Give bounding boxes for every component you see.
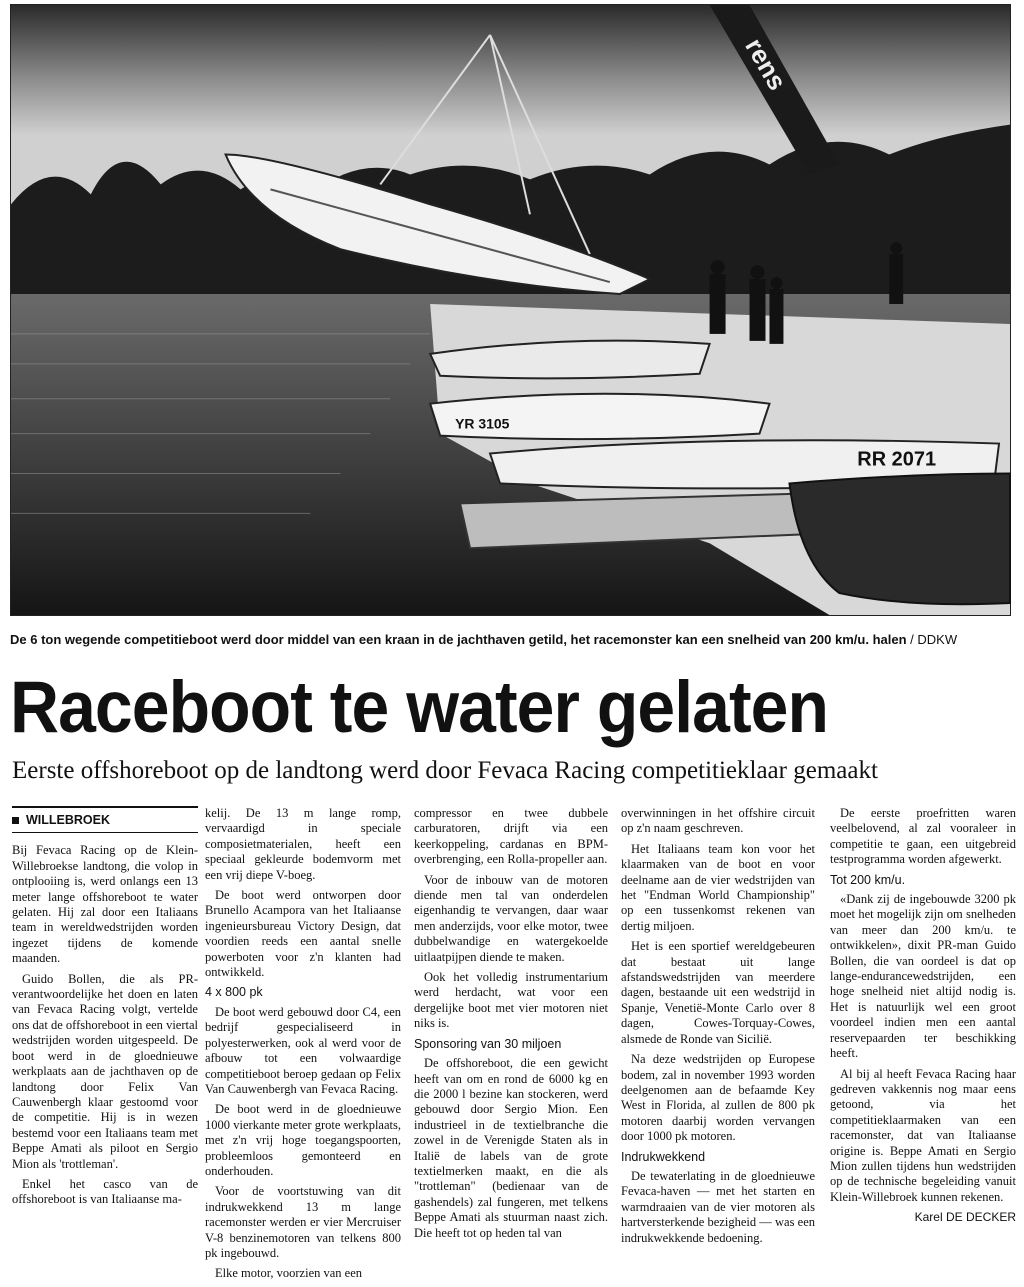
- paragraph: Ook het volledig instrumentarium werd herdacht, wat voor een dergelijke boot met vier motoren niet niks is.: [414, 970, 608, 1031]
- article-column-4: [621, 806, 815, 1251]
- subheadline: Eerste offshoreboot op de landtong werd door Fevaca Racing competitieklaar gemaakt: [12, 757, 878, 784]
- paragraph: Guido Bollen, die als PR-verantwoordelijke het doen en laten van Fevaca Racing volgt, vertelde ons dat de offshoreboot in een viertal wedstrijden worden uitgespeeld. De boot werd in de gloednieuwe werkplaats aan de jachthaven op de landtong door Felix Van Cauwenbergh klaar gestoomd voor de competitie. Hij is in wezen bestemd voor een Italiaans team met Beppe Amati als piloot en Sergio Mion als 'trottleman'.: [12, 971, 198, 1171]
- boat-registration-2: RR 2071: [857, 448, 937, 471]
- harbor-photo-icon: [11, 5, 1010, 615]
- paragraph: De offshoreboot, die een gewicht heeft van om en rond de 6000 kg en die 2000 l bezine kan stockeren, werd gebouwd door Sergio Mion. Een industrieel in de textielbranche die zowel in de Verenigde Staten als in Italië de labels van de grote textielmerken maakt, en die als "trottleman" (bedienaar van de gashendels) zal fungeren, met telkens Beppe Amati als stuurman naast zich. Die heeft tot op heden tal van: [414, 1056, 608, 1240]
- dateline: [12, 806, 198, 833]
- paragraph: De eerste proefritten waren veelbelovend, al zal vooraleer in competitie te gaan, een uitgebreid testprogramma worden afgewerkt.: [830, 806, 1016, 867]
- paragraph: Bij Fevaca Racing op de Klein-Willebroekse landtong, die volop in ontplooiing is, werd onlangs een 13 meter lange offshoreboot te water gelaten. Hij zal door een Italiaans team in wereldwedstrijden worden ingezet tijdens de komende maanden.: [12, 843, 198, 966]
- paragraph: Het is een sportief wereldgebeuren dat bestaat uit lange afstandswedstrijden van meerdere dagen, bestaande uit een wedstrijd in Spanje, Venetië-Monte Carlo over 8 dagen, Cowes-Torquay-Cowes, alsmede de Ronde van Sicilië.: [621, 939, 815, 1046]
- headline: Raceboot te water gelaten: [10, 667, 829, 748]
- article-column-3: [414, 806, 608, 1246]
- caption-text: De 6 ton wegende competitieboot werd door middel van een kraan in de jachthaven getild, het racemonster kan een snelheid van 200 km/u. halen: [10, 632, 907, 647]
- paragraph: kelij. De 13 m lange romp, vervaardigd in speciale composietmaterialen, heeft een speciaal gekleurde bodemvorm met een vrij diepe V-boeg.: [205, 806, 401, 882]
- paragraph: Na deze wedstrijden op Europese bodem, zal in november 1993 worden deelgenomen aan de befaamde Key West in Florida, al zullen de 800 pk motoren daarbij worden vervangen door 1000 pk motoren.: [621, 1052, 815, 1144]
- paragraph: De tewaterlating in de gloednieuwe Fevaca-haven — met het starten en warmdraaien van de vier motoren als hartversterkende bezigheid — was een indrukwekkende bedoening.: [621, 1168, 815, 1245]
- paragraph: Enkel het casco van de offshoreboot is van Italiaanse ma-: [12, 1176, 198, 1207]
- author-byline: Karel DE DECKER: [914, 1210, 1016, 1225]
- subheading: 4 x 800 pk: [205, 985, 263, 1000]
- article-column-2: [205, 806, 401, 1287]
- photo-caption: [10, 632, 1015, 648]
- paragraph: De boot werd ontworpen door Brunello Acampora van het Italiaanse ingenieursbureau Victory Design, dat voordien reeds een aantal snelle powerboten voor z'n klanten had ontwikkeld.: [205, 888, 401, 980]
- paragraph: Voor de inbouw van de motoren diende men tal van onderdelen eigenhandig te vervangen, daar waar men anderzijds, voor elke motor, twee dubbelwandige en watergekoelde uitlaatpijpen diende te maken.: [414, 872, 608, 964]
- paragraph: Het Italiaans team kon voor het klaarmaken van de boot en voor deelname aan de vier wedstrijden van het "Endman World Championship" op een tussenkomst rekenen van dertig miljoen.: [621, 841, 815, 933]
- subheading: Indrukwekkend: [621, 1149, 706, 1164]
- article-column-1: [12, 806, 198, 1213]
- paragraph: Voor de voortstuwing van dit indrukwekkend 13 m lange racemonster werden er vier Mercruiser V-8 benzinemotoren van telkens 800 pk ingebouwd.: [205, 1184, 401, 1260]
- paragraph: De boot werd in de gloednieuwe 1000 vierkante meter grote werkplaats, met z'n vrij hoge toegangspoorten, probleemloos gemonteerd en onderhouden.: [205, 1102, 401, 1178]
- boat-registration-1: YR 3105: [455, 415, 510, 432]
- article-column-5: [830, 806, 1016, 1226]
- paragraph: overwinningen in het offshire circuit op z'n naam geschreven.: [621, 806, 815, 836]
- paragraph: De boot werd gebouwd door C4, een bedrijf gespecialiseerd in polyesterwerken, ook al werd voor de afbouw tot een volwaardige competitieboot beroep gedaan op Felix Van Cauwenbergh van Fevaca Racing.: [205, 1004, 401, 1096]
- article-photo: [10, 4, 1011, 616]
- paragraph: Elke motor, voorzien van een: [215, 1266, 363, 1281]
- subheading: Sponsoring van 30 miljoen: [414, 1036, 562, 1051]
- crane-label: rens: [739, 33, 791, 96]
- square-bullet-icon: [12, 817, 19, 824]
- subheading: Tot 200 km/u.: [830, 872, 906, 887]
- photo-credit: / DDKW: [906, 632, 958, 647]
- paragraph: Al bij al heeft Fevaca Racing haar gedreven vakkennis nog maar eens getoond, via het competitieklaarmaken van een racemonster, dat van Italiaanse origine is. Beppe Amati en Sergio Mion zullen tijdens hun wedstrijden op de technische begeleiding vanuit Klein-Willebroek kunnen rekenen.: [830, 1066, 1016, 1204]
- dateline-text: WILLEBROEK: [26, 813, 111, 827]
- paragraph: compressor en twee dubbele carburatoren, drijft via een keerkoppeling, cardanas en BPM-overbrenging, een Rolla-propeller aan.: [414, 806, 608, 867]
- paragraph: «Dank zij de ingebouwde 3200 pk moet het mogelijk zijn om snelheden van meer dan 200 km/u. te ontwikkelen», dixit PR-man Guido Bollen, die van oordeel is dat op lange-endurancewedstrijden, een hoge snelheid niet altijd nodig is. Het is natuurlijk wel een groot voordeel indien men een aantal reservepaarden ter beschikking heeft.: [830, 892, 1016, 1061]
